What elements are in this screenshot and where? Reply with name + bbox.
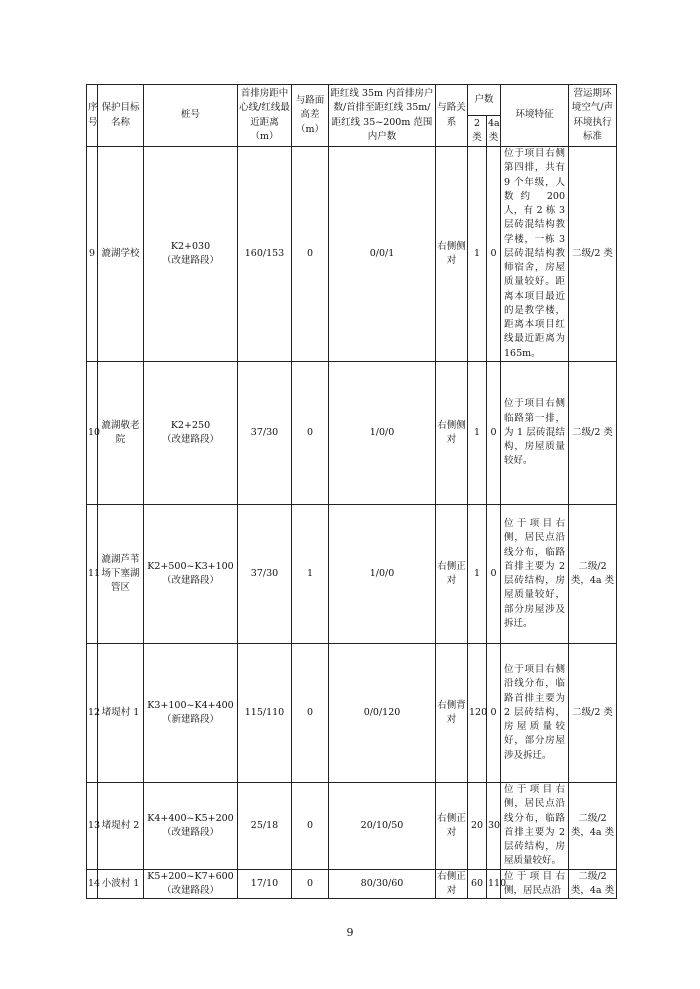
row-height-diff: 0 (292, 869, 329, 899)
row-features: 位于项目右侧临路第一排，为 1 层砖混结构，房屋质量较好。 (501, 362, 569, 505)
segment-type: （改建路段） (161, 575, 219, 586)
row-class4a: 0 (487, 147, 501, 362)
station-range: K5+200~K7+600 (147, 870, 234, 882)
row-height-diff: 0 (292, 147, 329, 362)
row-features: 位于项目右侧，居民点沿线分布，临路首排主要为 2 层砖结构，房屋质量较好，部分房屋涉及拆迁。 (501, 505, 569, 644)
header-name: 保护目标名称 (98, 85, 144, 147)
environment-protection-table (86, 84, 617, 899)
row-class4a: 30 (487, 783, 501, 870)
table-row (87, 783, 617, 870)
row-seq: 12 (87, 644, 98, 783)
header-seq: 序号 (87, 85, 98, 147)
row-relation: 右侧侧对 (436, 362, 468, 505)
page-number: 9 (346, 926, 354, 939)
row-class4a: 0 (487, 644, 501, 783)
table-row (87, 362, 617, 505)
row-features: 位于项目右侧，居民点沿线分布，临路首排主要为 2 层砖结构，房屋质量较好。 (501, 783, 569, 870)
header-households: 户数 (468, 85, 501, 116)
station-range: K2+030 (170, 240, 211, 252)
row-class4a: 0 (487, 505, 501, 644)
row-name: 漉湖敬老院 (98, 362, 144, 505)
row-relation: 右侧正对 (436, 783, 468, 870)
row-features: 位于项目右侧第四排，共有 9 个年级，人数约 200 人，有 2 栋 3 层砖混结构教学楼，一栋 3 层砖混结构教师宿舍，房屋质量较好。距离本项目最近的是教学楼，距离本项目红线最近距离为 165m。 (501, 147, 569, 362)
segment-type: （改建路段） (161, 826, 219, 838)
row-standard: 二级/2 类 (569, 147, 617, 362)
row-station (144, 362, 238, 505)
header-standard: 营运期环境空气/声环境执行标准 (569, 85, 617, 147)
row-seq: 10 (87, 362, 98, 505)
row-name: 漉湖学校 (98, 147, 144, 362)
table-row (87, 869, 617, 899)
row-name: 堵堤村 1 (98, 644, 144, 783)
row-seq: 14 (87, 869, 98, 899)
table-row (87, 644, 617, 783)
row-households-range: 20/10/50 (329, 783, 436, 870)
header-features: 环境特征 (501, 85, 569, 147)
row-distance: 25/18 (238, 783, 292, 870)
row-station (144, 644, 238, 783)
row-class2: 1 (468, 147, 487, 362)
segment-type: （新建路段） (161, 714, 219, 725)
row-class2: 60 (468, 869, 487, 899)
row-height-diff: 0 (292, 644, 329, 783)
row-class2: 1 (468, 362, 487, 505)
row-class4a: 110 (487, 869, 501, 899)
row-station (144, 505, 238, 644)
row-standard: 二级/2 类，4a 类 (569, 783, 617, 870)
header-distance: 首排房距中心线/红线最近距离（m） (238, 85, 292, 147)
row-name: 小波村 1 (98, 869, 144, 899)
row-station (144, 869, 238, 899)
row-households-range: 0/0/1 (329, 147, 436, 362)
row-relation: 右侧侧对 (436, 147, 468, 362)
header-height-diff: 与路面高差（m） (292, 85, 329, 147)
station-range: K2+500~K3+100 (147, 560, 234, 572)
header-relation: 与路关系 (436, 85, 468, 147)
row-station (144, 783, 238, 870)
row-height-diff: 0 (292, 783, 329, 870)
row-height-diff: 0 (292, 362, 329, 505)
row-name: 堵堤村 2 (98, 783, 144, 870)
row-distance: 160/153 (238, 147, 292, 362)
row-name: 漉湖芦苇场下塞湖管区 (98, 505, 144, 644)
protection-targets-table (86, 84, 617, 899)
row-seq: 9 (87, 147, 98, 362)
row-standard: 二级/2 类 (569, 644, 617, 783)
row-features: 位于项目右侧沿线分布，临路首排主要为 2 层砖结构，房屋质量较好，部分房屋涉及拆迁。 (501, 644, 569, 783)
table-row (87, 505, 617, 644)
row-households-range: 0/0/120 (329, 644, 436, 783)
station-range: K4+400~K5+200 (147, 812, 234, 824)
station-range: K2+250 (170, 419, 211, 431)
segment-type: （改建路段） (161, 884, 219, 896)
row-relation: 右侧背对 (436, 644, 468, 783)
row-standard: 二级/2 类，4a 类 (569, 505, 617, 644)
row-relation: 右侧正对 (436, 505, 468, 644)
row-households-range: 80/30/60 (329, 869, 436, 899)
row-relation: 右侧正对 (436, 869, 468, 899)
row-class4a: 0 (487, 362, 501, 505)
header-row (87, 85, 617, 116)
row-households-range: 1/0/0 (329, 362, 436, 505)
row-standard: 二级/2 类 (569, 362, 617, 505)
row-class2: 120 (468, 644, 487, 783)
header-households-range: 距红线 35m 内首排房户数/首排至距红线 35m/距红线 35~200m 范围内户数 (329, 85, 436, 147)
header-station: 桩号 (144, 85, 238, 147)
station-range: K3+100~K4+400 (147, 699, 234, 711)
row-standard: 二级/2 类，4a 类 (569, 869, 617, 899)
header-class2: 2 类 (468, 116, 487, 147)
row-distance: 115/110 (238, 644, 292, 783)
row-distance: 17/10 (238, 869, 292, 899)
segment-type: （改建路段） (161, 434, 219, 445)
row-distance: 37/30 (238, 505, 292, 644)
header-class4a: 4a 类 (487, 116, 501, 147)
row-station (144, 147, 238, 362)
row-class2: 20 (468, 783, 487, 870)
row-seq: 13 (87, 783, 98, 870)
row-distance: 37/30 (238, 362, 292, 505)
row-class2: 1 (468, 505, 487, 644)
row-features: 位于项目右侧，居民点沿 (501, 869, 569, 899)
row-households-range: 1/0/0 (329, 505, 436, 644)
row-height-diff: 1 (292, 505, 329, 644)
table-row (87, 147, 617, 362)
row-seq: 11 (87, 505, 98, 644)
segment-type: （改建路段） (161, 255, 219, 266)
